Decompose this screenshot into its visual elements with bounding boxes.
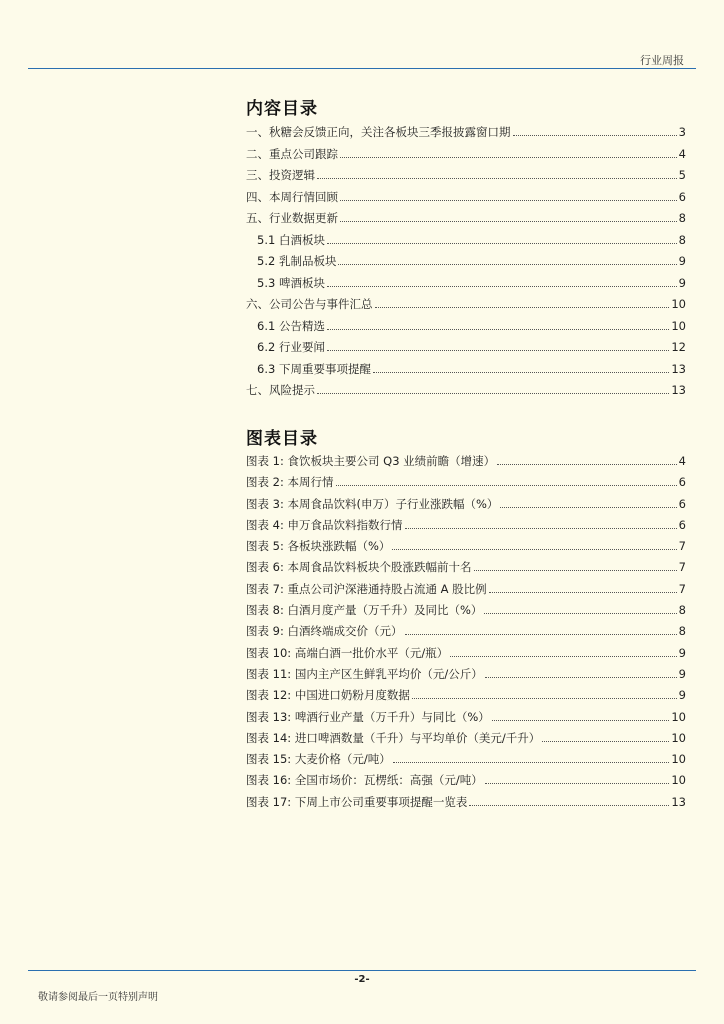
disclaimer-note: 敬请参阅最后一页特别声明 [38,992,158,1003]
figure-entry[interactable]: 图表 3: 本周食品饮料(申万）子行业涨跌幅（%） 6 [246,496,686,511]
contents-heading: 内容目录 [246,99,318,119]
dot-leader [336,485,677,486]
dot-leader [489,592,677,593]
figure-entry[interactable]: 图表 7: 重点公司沪深港通持股占流通 A 股比例 7 [246,581,686,596]
toc-subentry[interactable]: 5.2 乳制品板块 9 [257,254,686,268]
figure-entry[interactable]: 图表 16: 全国市场价：瓦楞纸：高强（元/吨） 10 [246,773,686,788]
figures-list [246,451,686,813]
figure-entry[interactable]: 图表 5: 各板块涨跌幅（%） 7 [246,539,686,554]
toc-entry[interactable]: 五、行业数据更新 8 [246,211,686,225]
dot-leader [500,507,676,508]
dot-leader [338,264,676,265]
dot-leader [405,634,677,635]
figure-entry[interactable]: 图表 10: 高端白酒一批价水平（元/瓶） 9 [246,645,686,660]
toc-subentry[interactable]: 6.3 下周重要事项提醒 13 [257,361,686,376]
dot-leader [375,307,670,308]
footer-divider [28,970,696,971]
dot-leader [340,221,677,222]
dot-leader [469,805,669,806]
dot-leader [474,570,677,571]
dot-leader [485,783,670,784]
figure-entry[interactable]: 图表 13: 啤酒行业产量（万千升）与同比（%） 10 [246,709,686,724]
dot-leader [450,656,676,657]
toc-entry[interactable]: 七、风险提示 13 [246,383,686,397]
report-type-label: 行业周报 [640,54,684,67]
dot-leader [373,372,669,373]
toc-entry[interactable]: 六、公司公告与事件汇总 10 [246,297,686,311]
dot-leader [340,200,677,201]
dot-leader [327,286,677,287]
figure-entry[interactable]: 图表 15: 大麦价格（元/吨） 10 [246,752,686,767]
figure-entry[interactable]: 图表 14: 进口啤酒数量（千升）与平均单价（美元/千升） 10 [246,730,686,745]
toc-entry[interactable]: 二、重点公司跟踪 4 [246,146,686,161]
toc-subentry[interactable]: 5.1 白酒板块 8 [257,232,686,247]
header-divider [28,68,696,69]
figures-heading: 图表目录 [246,429,318,449]
figure-entry[interactable]: 图表 11: 国内主产区生鲜乳平均价（元/公斤） 9 [246,666,686,681]
figure-entry[interactable]: 图表 6: 本周食品饮料板块个股涨跌幅前十名 7 [246,560,686,575]
dot-leader [542,741,669,742]
dot-leader [485,677,677,678]
dot-leader [392,549,676,550]
figure-entry[interactable]: 图表 4: 申万食品饮料指数行情 6 [246,517,686,532]
dot-leader [405,528,677,529]
figure-entry[interactable]: 图表 8: 白酒月度产量（万千升）及同比（%） 8 [246,603,686,618]
toc-entry[interactable]: 三、投资逻辑 5 [246,168,686,182]
figure-entry[interactable]: 图表 12: 中国进口奶粉月度数据 9 [246,688,686,703]
page-number: -2- [354,974,370,985]
figure-entry[interactable]: 图表 1: 食饮板块主要公司 Q3 业绩前瞻（增速） 4 [246,454,686,468]
toc-subentry[interactable]: 6.2 行业要闻 12 [257,340,686,354]
figure-entry[interactable]: 图表 17: 下周上市公司重要事项提醒一览表 13 [246,794,686,809]
dot-leader [492,720,670,721]
toc-entry[interactable]: 一、秋糖会反馈正向，关注各板块三季报披露窗口期 3 [246,125,686,139]
figure-entry[interactable]: 图表 2: 本周行情 6 [246,475,686,490]
dot-leader [497,464,676,465]
toc-subentry[interactable]: 6.1 公告精选 10 [257,318,686,333]
dot-leader [340,157,677,158]
figure-entry[interactable]: 图表 9: 白酒终端成交价（元） 8 [246,624,686,639]
dot-leader [327,329,669,330]
dot-leader [317,393,669,394]
dot-leader [327,350,669,351]
dot-leader [393,762,670,763]
dot-leader [327,243,677,244]
dot-leader [513,135,677,136]
contents-list [246,122,686,402]
toc-subentry[interactable]: 5.3 啤酒板块 9 [257,275,686,290]
dot-leader [412,698,677,699]
dot-leader [317,178,677,179]
toc-entry[interactable]: 四、本周行情回顾 6 [246,189,686,204]
dot-leader [484,613,676,614]
